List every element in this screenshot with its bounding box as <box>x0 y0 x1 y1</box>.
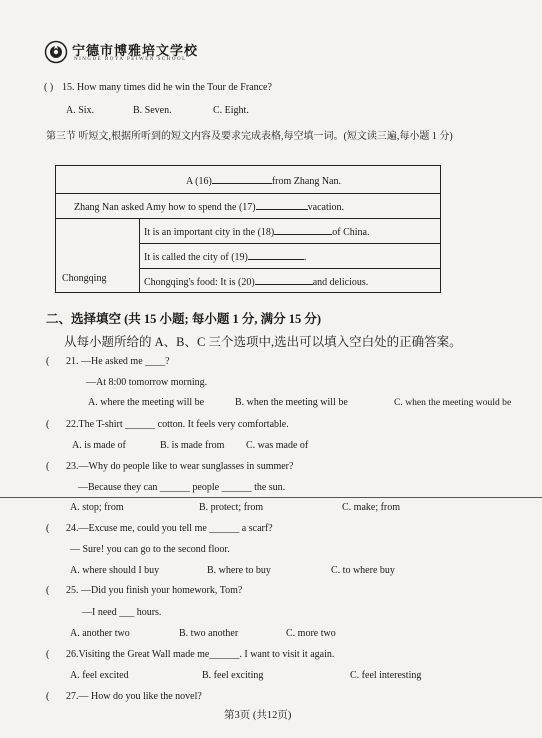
q23-option-b: B. protect; from <box>199 502 264 513</box>
page-number: 第3页 (共12页) <box>224 710 292 721</box>
page-divider <box>0 497 542 498</box>
school-logo-icon <box>44 40 68 64</box>
q15-option-b: B. Seven. <box>133 105 172 116</box>
blank-16[interactable] <box>212 174 272 184</box>
q22-bracket: ( <box>46 419 50 430</box>
q25-stem: 25. —Did you finish your homework, Tom? <box>66 585 243 596</box>
q15-stem: 15. How many times did he win the Tour de France? <box>62 82 272 93</box>
school-subtitle: NINGDE BOYA PEIWEN SCHOOL <box>74 57 187 62</box>
q22-option-b: B. is made from <box>160 440 225 451</box>
blank-18[interactable] <box>274 225 332 235</box>
table-row-17: Zhang Nan asked Amy how to spend the (17) vacation. <box>74 202 345 213</box>
q15-bracket: ( ) <box>44 82 54 93</box>
q23-option-a: A. stop; from <box>70 502 124 513</box>
listening-table <box>55 165 441 293</box>
q22-option-c: C. was made of <box>246 440 309 451</box>
part2-title: 二、选择填空 (共 15 小题; 每小题 1 分, 满分 15 分) <box>46 312 321 326</box>
q26-option-c: C. feel interesting <box>350 670 422 681</box>
q26-option-b: B. feel exciting <box>202 670 264 681</box>
q24-reply: — Sure! you can go to the second floor. <box>70 544 230 555</box>
q25-option-c: C. more two <box>286 628 336 639</box>
q24-option-c: C. to where buy <box>331 565 395 576</box>
q21-reply: —At 8:00 tomorrow morning. <box>86 377 208 388</box>
q21-option-c: C. when the meeting would be <box>394 397 512 408</box>
blank-20[interactable] <box>255 275 313 285</box>
q15-option-a: A. Six. <box>66 105 95 116</box>
table-row-16: A (16) from Zhang Nan. <box>186 176 341 187</box>
q23-stem: 23.—Why do people like to wear sunglasses in summer? <box>66 461 294 472</box>
table-row-18: It is an important city in the (18) of China. <box>144 227 370 238</box>
q26-stem: 26.Visiting the Great Wall made me______. I want to visit it again. <box>66 649 335 660</box>
q21-bracket: ( <box>46 356 50 367</box>
q23-reply: —Because they can ______ people ______ the sun. <box>78 482 286 493</box>
q21-stem: 21. —He asked me ____? <box>66 356 170 367</box>
q22-stem: 22.The T-shirt ______ cotton. It feels very comfortable. <box>66 419 289 430</box>
table-row-label-chongqing: Chongqing <box>62 273 107 284</box>
q21-option-a: A. where the meeting will be <box>88 397 205 408</box>
school-name: 宁德市博雅培文学校 <box>72 43 199 58</box>
q26-bracket: ( <box>46 649 50 660</box>
q25-bracket: ( <box>46 585 50 596</box>
part2-instruction: 从每小题所给的 A、B、C 三个选项中,选出可以填入空白处的正确答案。 <box>64 335 462 349</box>
q15-option-c: C. Eight. <box>213 105 249 116</box>
q24-stem: 24.—Excuse me, could you tell me ______ a scarf? <box>66 523 273 534</box>
q25-option-a: A. another two <box>70 628 130 639</box>
q23-option-c: C. make; from <box>342 502 401 513</box>
q24-option-b: B. where to buy <box>207 565 271 576</box>
q25-option-b: B. two another <box>179 628 239 639</box>
q25-reply: —I need ___ hours. <box>82 607 162 618</box>
q21-option-b: B. when the meeting will be <box>235 397 348 408</box>
q23-bracket: ( <box>46 461 50 472</box>
q27-stem: 27.— How do you like the novel? <box>66 691 202 702</box>
q27-bracket: ( <box>46 691 50 702</box>
table-row-19: It is called the city of (19) . <box>144 252 307 263</box>
table-row-20: Chongqing's food: It is (20) and delicious. <box>144 277 369 288</box>
blank-19[interactable] <box>248 250 304 260</box>
q26-option-a: A. feel excited <box>70 670 129 681</box>
q24-option-a: A. where should I buy <box>70 565 160 576</box>
q22-option-a: A. is made of <box>72 440 126 451</box>
q24-bracket: ( <box>46 523 50 534</box>
blank-17[interactable] <box>256 200 308 210</box>
section3-title: 第三节 听短文,根据所听到的短文内容及要求完成表格,每空填一词。(短文读三遍,每小题 1 分) <box>46 131 453 142</box>
